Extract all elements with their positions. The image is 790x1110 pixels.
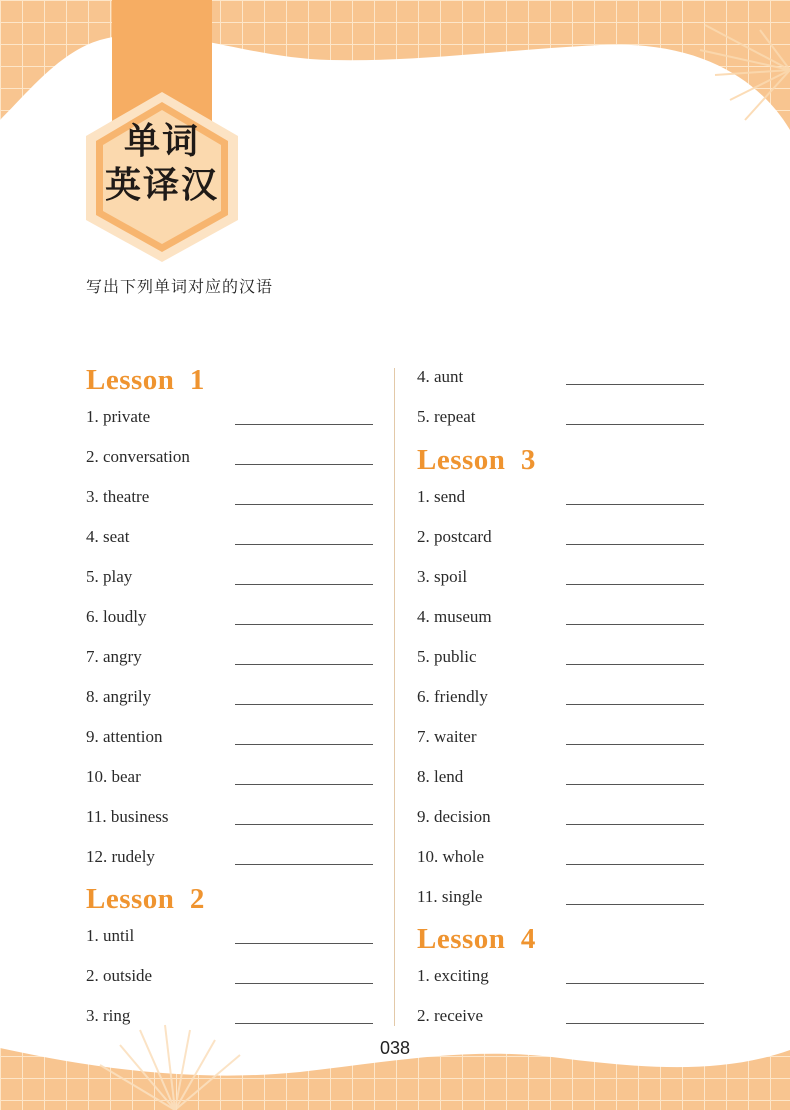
word-item: 1. send: [417, 487, 466, 506]
word-item: 5. repeat: [417, 407, 476, 426]
answer-blank[interactable]: [235, 504, 373, 505]
lesson-1-title: Lesson 1: [86, 364, 205, 396]
answer-blank[interactable]: [235, 983, 373, 984]
answer-blank[interactable]: [566, 664, 704, 665]
answer-blank[interactable]: [235, 784, 373, 785]
word-item: 7. waiter: [417, 727, 477, 746]
answer-blank[interactable]: [566, 424, 704, 425]
answer-blank[interactable]: [566, 504, 704, 505]
answer-blank[interactable]: [566, 384, 704, 385]
word-item: 10. whole: [417, 847, 485, 866]
word-item: 8. angrily: [86, 687, 152, 706]
word-item: 9. decision: [417, 807, 491, 826]
answer-blank[interactable]: [235, 624, 373, 625]
answer-blank[interactable]: [566, 744, 704, 745]
column-divider: [394, 368, 395, 1026]
word-item: 3. spoil: [417, 567, 468, 586]
answer-blank[interactable]: [566, 584, 704, 585]
word-item: 7. angry: [86, 647, 142, 666]
answer-blank[interactable]: [235, 824, 373, 825]
lesson-3-title: Lesson 3: [417, 444, 536, 476]
answer-blank[interactable]: [235, 584, 373, 585]
badge-title: [80, 120, 244, 208]
word-item: 1. exciting: [417, 966, 489, 985]
answer-blank[interactable]: [235, 664, 373, 665]
answer-blank[interactable]: [235, 864, 373, 865]
answer-blank[interactable]: [235, 544, 373, 545]
answer-blank[interactable]: [566, 904, 704, 905]
word-item: 12. rudely: [86, 847, 155, 866]
answer-blank[interactable]: [566, 784, 704, 785]
word-item: 2. receive: [417, 1006, 484, 1025]
word-item: 4. aunt: [417, 367, 464, 386]
answer-blank[interactable]: [235, 1023, 373, 1024]
word-item: 8. lend: [417, 767, 464, 786]
answer-blank[interactable]: [235, 464, 373, 465]
answer-blank[interactable]: [235, 704, 373, 705]
word-item: 1. until: [86, 926, 135, 945]
word-item: 2. outside: [86, 966, 153, 985]
badge-line-2: 英译汉: [104, 165, 219, 206]
word-item: 5. public: [417, 647, 477, 666]
word-item: 9. attention: [86, 727, 163, 746]
word-item: 3. theatre: [86, 487, 150, 506]
word-item: 6. loudly: [86, 607, 147, 626]
badge-line-1: 单词: [123, 121, 200, 162]
answer-blank[interactable]: [566, 864, 704, 865]
answer-blank[interactable]: [566, 624, 704, 625]
answer-blank[interactable]: [235, 424, 373, 425]
word-item: 2. postcard: [417, 527, 492, 546]
answer-blank[interactable]: [235, 943, 373, 944]
word-item: 2. conversation: [86, 447, 190, 466]
page-number: 038: [379, 1038, 411, 1058]
word-item: 11. single: [417, 887, 483, 906]
answer-blank[interactable]: [235, 744, 373, 745]
instruction-text: 写出下列单词对应的汉语: [86, 277, 274, 296]
word-item: 4. museum: [417, 607, 492, 626]
word-item: 11. business: [86, 807, 169, 826]
answer-blank[interactable]: [566, 1023, 704, 1024]
word-item: 5. play: [86, 567, 133, 586]
answer-blank[interactable]: [566, 544, 704, 545]
answer-blank[interactable]: [566, 824, 704, 825]
word-item: 4. seat: [86, 527, 130, 546]
answer-blank[interactable]: [566, 983, 704, 984]
word-item: 1. private: [86, 407, 151, 426]
word-item: 3. ring: [86, 1006, 131, 1025]
answer-blank[interactable]: [566, 704, 704, 705]
word-item: 10. bear: [86, 767, 141, 786]
lesson-4-title: Lesson 4: [417, 923, 536, 955]
lesson-2-title: Lesson 2: [86, 883, 205, 915]
word-item: 6. friendly: [417, 687, 488, 706]
